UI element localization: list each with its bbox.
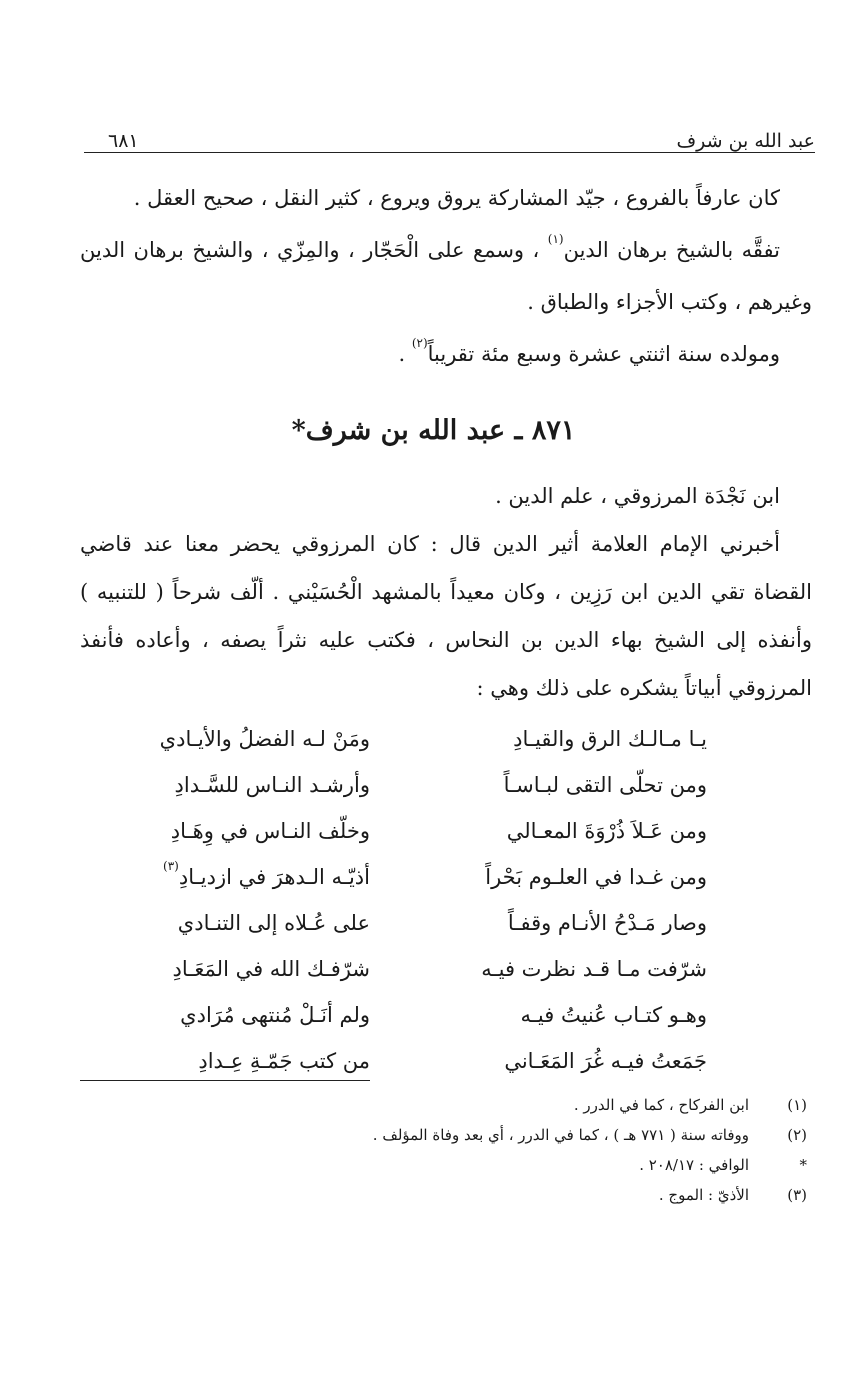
- verse: [120, 992, 707, 1038]
- footnote-mark: (٣): [787, 1186, 807, 1204]
- paragraph-3: [80, 328, 812, 380]
- verse: [120, 716, 707, 762]
- running-header: [108, 112, 815, 152]
- footnote: [80, 1090, 807, 1120]
- verse-first-hemistich: شرّفت مـا قـد نظرت فيـه: [481, 957, 707, 981]
- verse: [120, 946, 707, 992]
- verse-second-hemistich: [120, 762, 370, 808]
- running-title: عبد الله بن شرف: [676, 130, 815, 152]
- header-rule: [84, 152, 815, 153]
- footnote: [80, 1180, 807, 1210]
- verse-second-hemistich: [120, 992, 370, 1038]
- footnote-text: ووفاته سنة ( ٧٧١ هـ ) ، كما في الدرر ، أي بعد وفاة المؤلف .: [372, 1126, 749, 1144]
- verse-second-hemistich: [120, 1038, 370, 1084]
- verse: [120, 762, 707, 808]
- entry-lineage: ابن نَجْدَة المرزوقي ، علم الدين .: [495, 484, 780, 508]
- verse-second-hemistich: [120, 808, 370, 854]
- verse-first-hemistich: جَمَعتُ فيـه غُرَ المَعَـاني: [504, 1049, 707, 1073]
- entry-narrative: أخبرني الإمام العلامة أثير الدين قال : كان المرزوقي يحضر معنا عند قاضي القضاة تقي الدين ابن رَزِين ، وكان معيداً بالمشهد الْحُسَيْني . ألّف شرحاً ( للتنبيه ) وأنفذه إلى الشيخ بهاء الدين بن النحاس ، فكتب عليه نثراً يصفه ، وأعاده فأنفذ المرزوقي أبياتاً يشكره على ذلك وهي :: [80, 532, 812, 700]
- verse-second-hemistich-text: وأرشـد النـاس للسَّـدادِ: [174, 773, 370, 797]
- paragraph-3-text-cont: .: [398, 342, 412, 366]
- paragraph-1: كان عارفاً بالفروع ، جيّد المشاركة يروق ويروع ، كثير النقل ، صحيح العقل .: [133, 186, 780, 210]
- verse-second-hemistich-text: أذيّـه الـدهرَ في ازديـادِ: [178, 865, 370, 889]
- poem: [120, 716, 707, 1084]
- entry-text: [80, 472, 812, 712]
- verse-second-hemistich: [120, 854, 370, 900]
- verse: [120, 808, 707, 854]
- paragraph-2-text-cont: ، وسمع على الْحَجّار ، والمِزّي ، والشيخ برهان الدين وغيرهم ، وكتب الأجزاء والطباق .: [80, 238, 812, 314]
- footnote-mark: (٢): [787, 1126, 807, 1144]
- verse-footnote-ref: (٣): [163, 859, 179, 873]
- verse-first-hemistich: وصار مَـدْحُ الأنـام وقفـاً: [507, 911, 707, 935]
- footnotes: [80, 1090, 807, 1210]
- verse: [120, 854, 707, 900]
- verse-first-hemistich: ومن غـدا في العلـوم بَحْراً: [485, 865, 707, 889]
- footnote-rule: [80, 1080, 370, 1081]
- verse-first-hemistich: ومن تحلّى التقى لبـاسـاً: [503, 773, 707, 797]
- verse-second-hemistich-text: على عُـلاه إلى التنـادي: [177, 911, 370, 935]
- verse-second-hemistich-text: ومَنْ لـه الفضلُ والأيـادي: [159, 727, 370, 751]
- page-number: ٦٨١: [108, 130, 139, 152]
- footnote-mark: *: [799, 1156, 807, 1174]
- footnote: [80, 1120, 807, 1150]
- verse-second-hemistich: [120, 946, 370, 992]
- footnote-text: ابن الفركاح ، كما في الدرر .: [573, 1096, 749, 1114]
- verse-second-hemistich-text: شرّفـك الله في المَعَـادِ: [172, 957, 370, 981]
- footnote-ref-1: (١): [547, 232, 564, 246]
- paragraph-2-text: تفقَّه بالشيخ برهان الدين: [563, 238, 780, 262]
- footnote-text: الوافي : ٢٠٨/١٧ .: [639, 1156, 749, 1174]
- verse-first-hemistich: يـا مـالـك الرق والقيـادِ: [513, 727, 707, 751]
- verse-second-hemistich-text: ولم أنَـلْ مُنتهى مُرَادي: [180, 1003, 370, 1027]
- preceding-entry-text: [80, 172, 812, 380]
- footnote-text: الأذيّ : الموج .: [658, 1186, 749, 1204]
- entry-title: ٨٧١ ـ عبد الله بن شرف*: [291, 415, 576, 446]
- footnote: [80, 1150, 807, 1180]
- verse-second-hemistich-text: وخلّف النـاس في وِهَـادِ: [170, 819, 370, 843]
- verse: [120, 1038, 707, 1084]
- verse: [120, 900, 707, 946]
- footnote-ref-2: (٢): [411, 336, 428, 350]
- verse-first-hemistich: ومن عَـلاَ ذُرْوَةَ المعـالي: [506, 819, 707, 843]
- verse-second-hemistich: [120, 716, 370, 762]
- footnote-mark: (١): [787, 1096, 807, 1114]
- verse-first-hemistich: وهـو كتـاب عُنيتُ فيـه: [520, 1003, 707, 1027]
- paragraph-3-text: ومولده سنة اثنتي عشرة وسبع مئة تقريباً: [427, 342, 780, 366]
- paragraph-2: [80, 224, 812, 328]
- verse-second-hemistich: [120, 900, 370, 946]
- verse-second-hemistich-text: من كتب جَمّـةِ عِـدادِ: [198, 1049, 370, 1073]
